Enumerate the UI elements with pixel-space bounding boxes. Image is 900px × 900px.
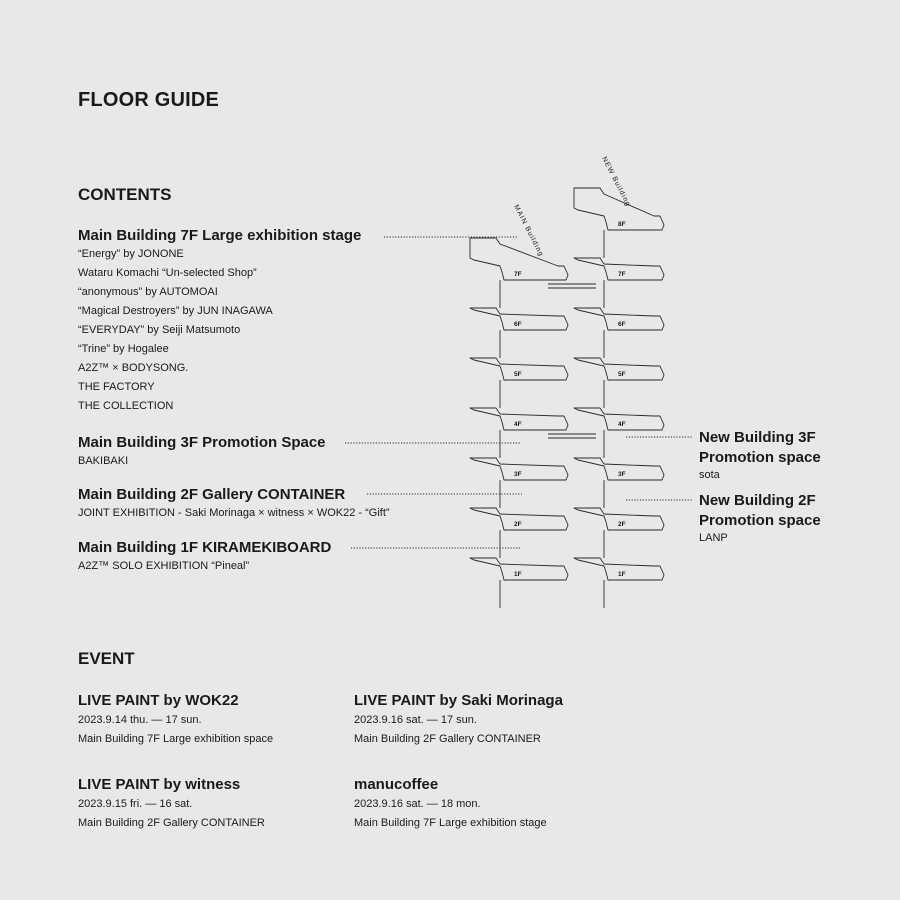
section-title-main-3f: Main Building 3F Promotion Space: [78, 434, 326, 451]
floor-label: 3F: [514, 471, 522, 478]
list-item: Wataru Komachi “Un-selected Shop”: [78, 267, 257, 279]
list-item: THE COLLECTION: [78, 400, 174, 412]
new-building-3f-sub: sota: [699, 469, 720, 481]
floor-label: 2F: [618, 521, 626, 528]
event-date: 2023.9.15 fri. — 16 sat.: [78, 798, 193, 810]
list-item: JOINT EXHIBITION - Saki Morinaga × witness × WOK22 - “Gift”: [78, 507, 390, 519]
floor-label: 1F: [618, 571, 626, 578]
floor-label: 7F: [618, 271, 626, 278]
list-item: A2Z™ × BODYSONG.: [78, 362, 189, 374]
list-item: “Trine” by Hogalee: [78, 343, 169, 355]
list-item: “Energy” by JONONE: [78, 248, 184, 260]
list-item: “anonymous” by AUTOMOAI: [78, 286, 218, 298]
new-building-2f-title-2: Promotion space: [699, 512, 821, 529]
bridge-4f: [548, 434, 596, 438]
list-item: “Magical Destroyers” by JUN INAGAWA: [78, 305, 273, 317]
event-card: [354, 692, 563, 745]
floor-label: 6F: [514, 321, 522, 328]
event-title: manucoffee: [354, 776, 439, 793]
floor-label: 8F: [618, 221, 626, 228]
bridge-7f: [548, 284, 596, 288]
event-date: 2023.9.16 sat. — 18 mon.: [354, 798, 481, 810]
event-title: LIVE PAINT by WOK22: [78, 692, 239, 709]
event-heading: EVENT: [78, 649, 135, 668]
new-building-3f-title-1: New Building 3F: [699, 429, 816, 446]
leader-lines: [345, 237, 692, 548]
floor-label: 5F: [618, 371, 626, 378]
event-card: [78, 776, 265, 829]
event-place: Main Building 2F Gallery CONTAINER: [78, 817, 265, 829]
floor-label: 3F: [618, 471, 626, 478]
contents-heading: CONTENTS: [78, 185, 172, 204]
floor-label: 7F: [514, 271, 522, 278]
event-title: LIVE PAINT by Saki Morinaga: [354, 692, 563, 709]
event-date: 2023.9.16 sat. — 17 sun.: [354, 714, 477, 726]
floor-label: 2F: [514, 521, 522, 528]
floor-slabs: [470, 188, 664, 608]
floor-label: 4F: [514, 421, 522, 428]
floor-label: 5F: [514, 371, 522, 378]
new-building-3f-title-2: Promotion space: [699, 449, 821, 466]
list-item: THE FACTORY: [78, 381, 155, 393]
floor-label: 4F: [618, 421, 626, 428]
section-title-main-2f: Main Building 2F Gallery CONTAINER: [78, 486, 346, 503]
page-title: FLOOR GUIDE: [78, 89, 220, 111]
event-card: [78, 692, 273, 745]
event-card: [354, 776, 547, 829]
event-place: Main Building 2F Gallery CONTAINER: [354, 733, 541, 745]
floor-label: 1F: [514, 571, 522, 578]
floor-label: 6F: [618, 321, 626, 328]
list-item: BAKIBAKI: [78, 455, 129, 467]
event-place: Main Building 7F Large exhibition space: [78, 733, 274, 745]
event-title: LIVE PAINT by witness: [78, 776, 241, 793]
event-place: Main Building 7F Large exhibition stage: [354, 817, 547, 829]
new-building-label: NEW Building: [600, 155, 632, 209]
section-title-main-1f: Main Building 1F KIRAMEKIBOARD: [78, 539, 332, 556]
floor-labels: [514, 221, 626, 578]
new-building-2f-title-1: New Building 2F: [699, 492, 816, 509]
list-item: “EVERYDAY” by Seiji Matsumoto: [78, 324, 241, 336]
event-date: 2023.9.14 thu. — 17 sun.: [78, 714, 202, 726]
main-building-label: MAIN Building: [512, 203, 545, 259]
new-building-2f-sub: LANP: [699, 532, 728, 544]
list-item: A2Z™ SOLO EXHIBITION “Pineal”: [78, 560, 250, 572]
section-title-main-7f: Main Building 7F Large exhibition stage: [78, 227, 362, 244]
